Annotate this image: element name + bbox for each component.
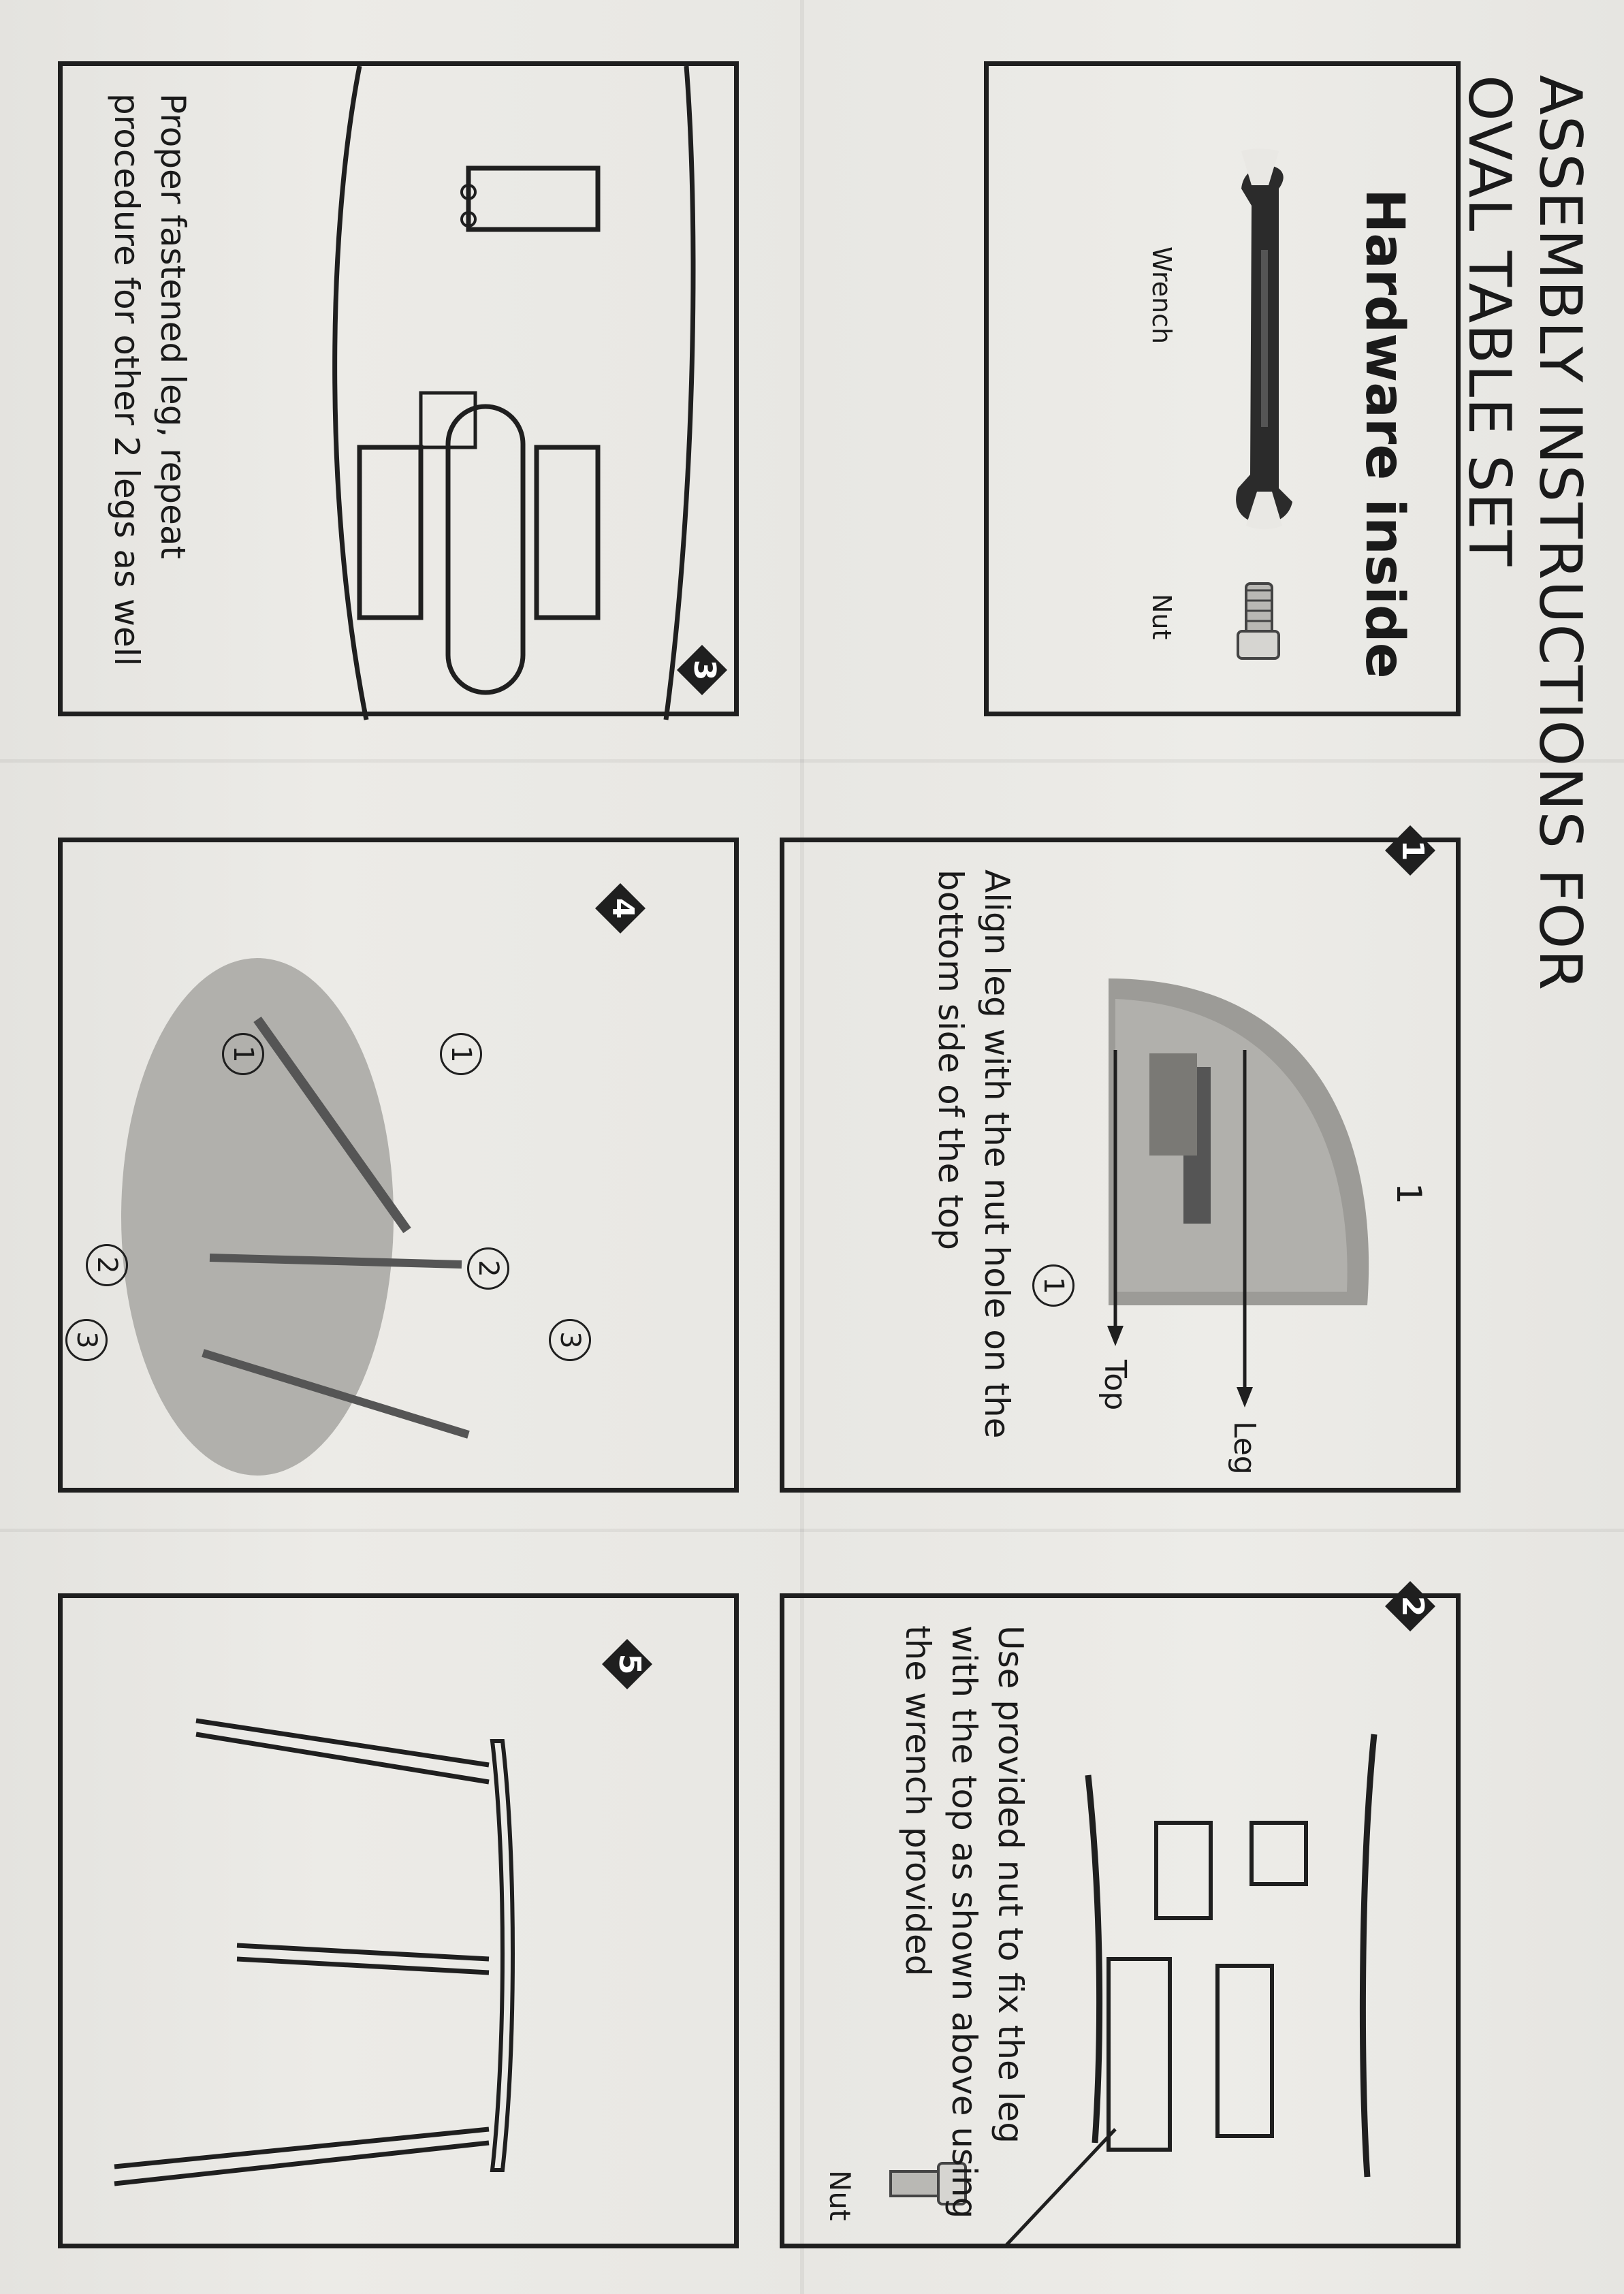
step-1-caption [927,870,1020,1438]
step-2-nut-label: Nut [823,2170,857,2221]
step-3-badge [677,645,727,695]
step-2-caption-line-3: the wrench provided [898,1625,938,1977]
wrench-label: Wrench [1147,246,1177,345]
step-2-caption [895,1625,1034,2218]
leg-number-3: 3 [65,1319,108,1361]
step-5-panel [58,1593,739,2248]
step-2-badge-number: 2 [1395,1595,1430,1617]
wrench-icon [1197,148,1326,529]
step-3-diagram [230,39,761,713]
step-3-panel [58,61,739,716]
leg-number-2: 2 [86,1244,128,1286]
step-2-caption-line-2: with the top as shown above using [944,1625,984,2219]
step-2-diagram [1006,1734,1388,2211]
hole-number-1: 1 [440,1033,482,1075]
step-1-badge-number: 1 [1395,840,1430,861]
step-2-caption-line-1: Use provided nut to fix the leg [991,1625,1030,2144]
step-3-badge-number: 3 [687,659,722,681]
step-3-caption-line-2: procedure for other 2 legs as well [107,93,146,667]
step-1-caption-line-2: bottom side of the top [931,870,970,1251]
title-line-1: ASSEMBLY INSTRUCTIONS FOR [1526,75,1594,991]
top-label: Top [1098,1360,1132,1411]
step-1-figure-label: 1 [1389,1183,1429,1205]
hole-number-2: 2 [467,1247,509,1290]
step-5-badge-number: 5 [612,1653,647,1675]
hole-number-3: 3 [549,1319,591,1361]
step-3-caption [104,93,196,666]
step-1-badge [1385,825,1435,876]
callout-number-1: 1 [1032,1264,1074,1307]
step-2-panel [780,1593,1461,2248]
step-4-panel [58,838,739,1493]
step-2-badge [1385,1581,1435,1631]
nut-label: Nut [1147,594,1177,640]
step-4-badge-number: 4 [605,897,640,919]
step-1-caption-line-1: Align leg with the nut hole on the [977,870,1017,1439]
title-line-2: OVAL TABLE SET [1455,75,1523,567]
leg-number-1: 1 [222,1033,264,1075]
step-3-caption-line-1: Proper fastened leg, repeat [153,93,193,560]
table-underside-diagram [121,876,611,1462]
hardware-heading: Hardware inside [1354,189,1415,679]
assembled-table-diagram [101,1653,632,2197]
step-1-panel [780,838,1461,1493]
document-title [1454,75,1595,991]
nut-icon [1217,584,1286,665]
hardware-panel [984,61,1461,716]
leg-label: Leg [1227,1421,1262,1475]
